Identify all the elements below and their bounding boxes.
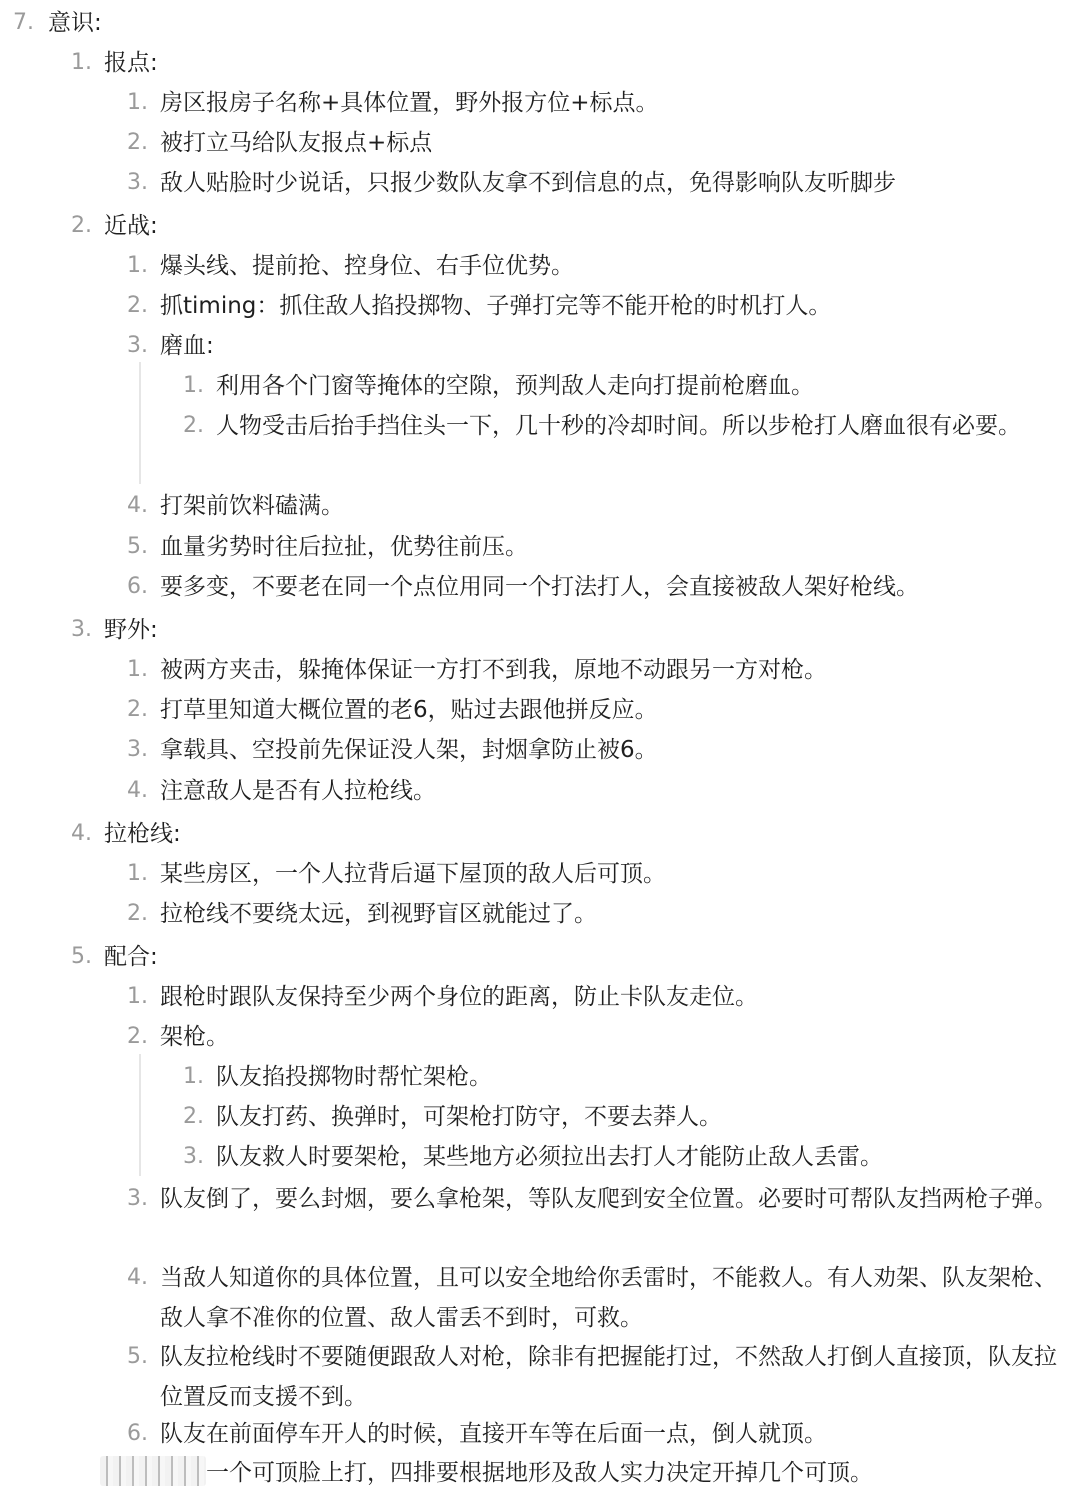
list-item [0,814,1080,854]
group-title: 近战: [104,213,158,239]
list-item [0,771,1080,811]
list-number: 3. [127,737,148,762]
list-text: 要多变，不要老在同一个点位用同一个打法打人，会直接被敌人架好枪线。 [160,574,919,600]
list-text: 房区报房子名称+具体位置，野外报方位+标点。 [160,90,659,116]
list-item [0,486,1080,526]
list-item [0,206,1080,246]
list-number: 3. [127,333,148,358]
list-number: 1. [127,657,148,682]
list-text: 爆头线、提前抢、控身位、右手位优势。 [160,253,574,279]
group-title: 野外: [104,617,158,643]
list-item [0,366,1080,406]
list-text: 被两方夹击，躲掩体保证一方打不到我，原地不动跟另一方对枪。 [160,657,827,683]
list-number: 2. [127,130,148,155]
list-item [0,567,1080,607]
list-number: 4. [71,821,92,846]
list-number: 1. [127,861,148,886]
list-number: 2. [183,413,204,438]
list-number: 1. [183,373,204,398]
list-text: 一个可顶脸上打，四排要根据地形及敌人实力决定开掉几个可顶。 [206,1460,873,1486]
list-item [0,977,1080,1017]
list-number: 6. [127,1421,148,1446]
list-item [0,163,1080,203]
list-number: 1. [127,253,148,278]
list-number: 3. [71,617,92,642]
list-text: 拉枪线不要绕太远，到视野盲区就能过了。 [160,901,597,927]
list-text: 利用各个门窗等掩体的空隙，预判敌人走向打提前枪磨血。 [216,373,814,399]
section-title: 意识: [48,10,102,36]
list-text: 拿载具、空投前先保证没人架，封烟拿防止被6。 [160,737,658,763]
list-item [0,1137,1080,1177]
list-item [0,1057,1080,1097]
list-number: 2. [127,697,148,722]
list-text: 打草里知道大概位置的老6，贴过去跟他拼反应。 [160,697,658,723]
list-text: 队友掐投掷物时帮忙架枪。 [216,1064,492,1090]
list-item [0,286,1080,326]
list-item [0,730,1080,770]
list-number: 2. [127,901,148,926]
list-number: 1. [127,984,148,1009]
list-number: 2. [183,1104,204,1129]
list-text: 架枪。 [160,1024,229,1050]
list-item [0,1097,1080,1137]
list-text: 跟枪时跟队友保持至少两个身位的距离，防止卡队友走位。 [160,984,758,1010]
list-text: 人物受击后抬手挡住头一下，几十秒的冷却时间。所以步枪打人磨血很有必要。 [216,413,1021,439]
list-number: 1. [71,50,92,75]
list-item [0,527,1080,567]
list-item [0,1017,1080,1057]
list-item [0,3,1080,43]
list-text: 队友倒了，要么封烟，要么拿枪架，等队友爬到安全位置。必要时可帮队友挡两枪子弹。 [160,1186,1057,1212]
list-number: 3. [127,170,148,195]
list-number: 5. [127,534,148,559]
list-text: 被打立马给队友报点+标点 [160,130,433,156]
list-text: 队友在前面停车开人的时候，直接开车等在后面一点，倒人就顶。 [160,1421,827,1447]
list-number: 5. [127,1344,148,1369]
list-item [0,1414,1080,1454]
list-text: 打架前饮料磕满。 [160,493,344,519]
list-text: 当敌人知道你的具体位置，且可以安全地给你丢雷时，不能救人。有人劝架、队友架枪、敌人拿不准你的位置、敌人雷丢不到时，可救。 [160,1265,1057,1331]
list-text: 某些房区，一个人拉背后逼下屋顶的敌人后可顶。 [160,861,666,887]
list-item [0,123,1080,163]
list-item [0,1258,1080,1338]
list-item [0,1337,1080,1417]
list-number: 3. [127,1186,148,1211]
list-item [0,406,1080,446]
trailing-line [206,1453,1066,1493]
list-text: 抓timing：抓住敌人掐投掷物、子弹打完等不能开枪的时机打人。 [160,293,832,319]
list-number: 2. [127,1024,148,1049]
list-item [0,610,1080,650]
list-text: 队友打药、换弹时，可架枪打防守，不要去莽人。 [216,1104,722,1130]
list-item [0,1179,1080,1219]
list-text: 血量劣势时往后拉扯，优势往前压。 [160,534,528,560]
list-text: 磨血: [160,333,214,359]
list-item [0,43,1080,83]
list-text: 队友救人时要架枪，某些地方必须拉出去打人才能防止敌人丢雷。 [216,1144,883,1170]
list-item [0,246,1080,286]
list-item [0,83,1080,123]
group-title: 拉枪线: [104,821,181,847]
list-number: 4. [127,1265,148,1290]
list-item [0,326,1080,366]
list-item [0,650,1080,690]
list-text: 队友拉枪线时不要随便跟敌人对枪，除非有把握能打过，不然敌人打倒人直接顶，队友拉位置反而支援不到。 [160,1344,1057,1410]
list-item [0,937,1080,977]
list-number: 3. [183,1144,204,1169]
list-item [0,854,1080,894]
list-number: 4. [127,493,148,518]
list-number: 5. [71,944,92,969]
list-text: 敌人贴脸时少说话，只报少数队友拿不到信息的点，免得影响队友听脚步 [160,170,896,196]
list-number: 4. [127,778,148,803]
list-number: 7. [13,10,34,35]
list-number: 6. [127,574,148,599]
list-number: 2. [127,293,148,318]
list-number: 1. [127,90,148,115]
list-number: 2. [71,213,92,238]
group-title: 配合: [104,944,158,970]
list-item [0,690,1080,730]
watermark-strip [100,1456,206,1486]
group-title: 报点: [104,50,158,76]
list-text: 注意敌人是否有人拉枪线。 [160,778,436,804]
list-number: 1. [183,1064,204,1089]
list-item [0,894,1080,934]
